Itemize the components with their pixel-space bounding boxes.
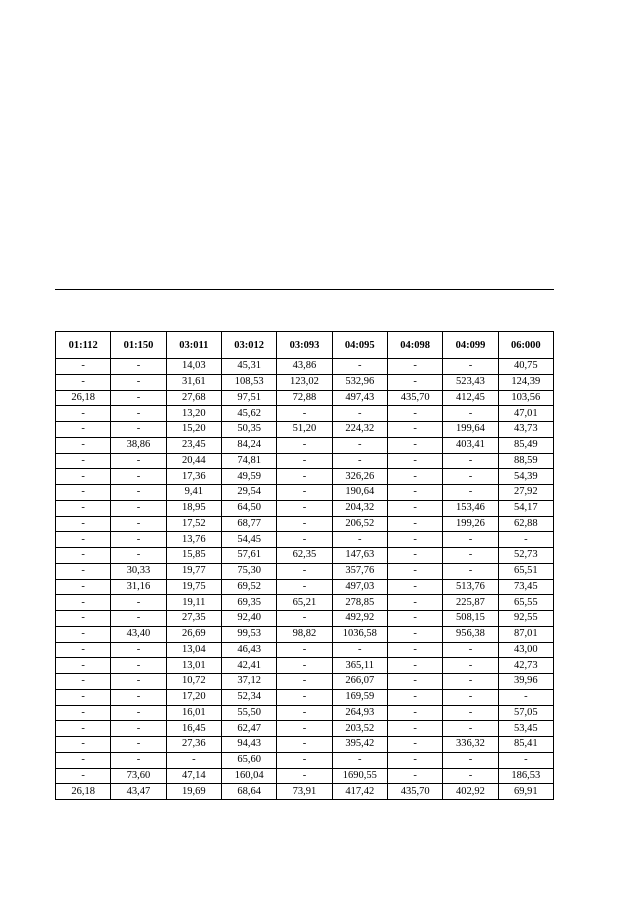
table-cell: - xyxy=(111,422,166,438)
table-cell: 13,01 xyxy=(166,658,221,674)
table-cell: 435,70 xyxy=(387,784,442,800)
table-cell: 43,00 xyxy=(498,642,553,658)
table-cell: - xyxy=(56,674,111,690)
table-cell: 336,32 xyxy=(443,737,498,753)
table-cell: - xyxy=(56,485,111,501)
table-cell: 85,49 xyxy=(498,437,553,453)
table-cell: - xyxy=(387,579,442,595)
table-cell: - xyxy=(387,752,442,768)
table-cell: - xyxy=(387,422,442,438)
table-cell: - xyxy=(277,674,332,690)
table-cell: 417,42 xyxy=(332,784,387,800)
table-cell: 23,45 xyxy=(166,437,221,453)
table-cell: - xyxy=(111,516,166,532)
table-row xyxy=(56,674,554,690)
table-cell: 64,50 xyxy=(221,500,276,516)
table-cell: - xyxy=(56,374,111,390)
table-cell: 435,70 xyxy=(387,390,442,406)
column-header: 03:011 xyxy=(166,332,221,359)
table-cell: - xyxy=(443,485,498,501)
table-cell: - xyxy=(332,453,387,469)
table-cell: 65,60 xyxy=(221,752,276,768)
table-cell: 17,36 xyxy=(166,469,221,485)
table-cell: 51,20 xyxy=(277,422,332,438)
table-row xyxy=(56,406,554,422)
table-cell: 47,01 xyxy=(498,406,553,422)
table-cell: 45,31 xyxy=(221,359,276,375)
table-cell: 153,46 xyxy=(443,500,498,516)
table-row xyxy=(56,516,554,532)
table-cell: 68,77 xyxy=(221,516,276,532)
table-cell: - xyxy=(332,642,387,658)
table-row xyxy=(56,658,554,674)
table-cell: - xyxy=(56,563,111,579)
table-cell: - xyxy=(387,737,442,753)
table-cell: 73,45 xyxy=(498,579,553,595)
table-cell: 224,32 xyxy=(332,422,387,438)
table-cell: - xyxy=(443,674,498,690)
table-cell: - xyxy=(56,642,111,658)
table-cell: 72,88 xyxy=(277,390,332,406)
table-cell: - xyxy=(56,705,111,721)
table-cell: 402,92 xyxy=(443,784,498,800)
table-cell: 169,59 xyxy=(332,689,387,705)
table-cell: 103,56 xyxy=(498,390,553,406)
table-cell: - xyxy=(166,752,221,768)
table-row xyxy=(56,390,554,406)
table-cell: - xyxy=(332,437,387,453)
table-cell: 65,55 xyxy=(498,595,553,611)
table-cell: 65,51 xyxy=(498,563,553,579)
table-cell: - xyxy=(498,752,553,768)
table-cell: 47,14 xyxy=(166,768,221,784)
table-row xyxy=(56,705,554,721)
column-header: 04:095 xyxy=(332,332,387,359)
table-row xyxy=(56,721,554,737)
table-cell: 73,91 xyxy=(277,784,332,800)
table-cell: 43,40 xyxy=(111,626,166,642)
table-cell: - xyxy=(387,642,442,658)
table-cell: - xyxy=(56,437,111,453)
table-cell: 190,64 xyxy=(332,485,387,501)
table-body xyxy=(56,359,554,800)
table-cell: 412,45 xyxy=(443,390,498,406)
table-cell: - xyxy=(277,500,332,516)
table-cell: 26,18 xyxy=(56,390,111,406)
table-cell: - xyxy=(443,406,498,422)
table-cell: - xyxy=(387,721,442,737)
table-cell: - xyxy=(277,737,332,753)
table-cell: - xyxy=(56,768,111,784)
table-row xyxy=(56,374,554,390)
table-cell: 17,20 xyxy=(166,689,221,705)
table-cell: - xyxy=(277,768,332,784)
table-cell: 1036,58 xyxy=(332,626,387,642)
table-cell: 30,33 xyxy=(111,563,166,579)
table-cell: - xyxy=(56,548,111,564)
table-cell: 10,72 xyxy=(166,674,221,690)
table-cell: - xyxy=(56,359,111,375)
table-cell: - xyxy=(56,469,111,485)
table-cell: - xyxy=(277,642,332,658)
table-cell: - xyxy=(443,453,498,469)
table-row xyxy=(56,611,554,627)
table-cell: - xyxy=(56,406,111,422)
table-cell: 403,41 xyxy=(443,437,498,453)
table-cell: 497,03 xyxy=(332,579,387,595)
table-cell: 19,69 xyxy=(166,784,221,800)
table-cell: - xyxy=(387,359,442,375)
table-cell: 20,44 xyxy=(166,453,221,469)
table-cell: 264,93 xyxy=(332,705,387,721)
table-cell: - xyxy=(332,752,387,768)
table-cell: 19,75 xyxy=(166,579,221,595)
table-row xyxy=(56,752,554,768)
table-cell: 92,55 xyxy=(498,611,553,627)
table-cell: 326,26 xyxy=(332,469,387,485)
table-cell: 199,26 xyxy=(443,516,498,532)
table-cell: - xyxy=(111,359,166,375)
table-cell: 27,68 xyxy=(166,390,221,406)
table-cell: 37,12 xyxy=(221,674,276,690)
table-cell: - xyxy=(277,563,332,579)
table-cell: 508,15 xyxy=(443,611,498,627)
table-cell: 92,40 xyxy=(221,611,276,627)
table-cell: - xyxy=(443,689,498,705)
table-cell: - xyxy=(443,705,498,721)
table-cell: - xyxy=(387,469,442,485)
table-row xyxy=(56,485,554,501)
column-header: 01:112 xyxy=(56,332,111,359)
table-cell: 94,43 xyxy=(221,737,276,753)
table-cell: 29,54 xyxy=(221,485,276,501)
table-cell: - xyxy=(56,626,111,642)
table-cell: 75,30 xyxy=(221,563,276,579)
table-cell: - xyxy=(387,689,442,705)
table-cell: 1690,55 xyxy=(332,768,387,784)
table-cell: 513,76 xyxy=(443,579,498,595)
table-row xyxy=(56,563,554,579)
table-row xyxy=(56,689,554,705)
table-cell: 199,64 xyxy=(443,422,498,438)
table-cell: 62,88 xyxy=(498,516,553,532)
table-cell: 39,96 xyxy=(498,674,553,690)
table-cell: 85,41 xyxy=(498,737,553,753)
table-cell: 19,77 xyxy=(166,563,221,579)
table-cell: - xyxy=(387,437,442,453)
table-cell: 123,02 xyxy=(277,374,332,390)
table-cell: - xyxy=(387,548,442,564)
table-cell: 49,59 xyxy=(221,469,276,485)
table-cell: - xyxy=(56,422,111,438)
data-table xyxy=(55,331,554,800)
table-cell: 204,32 xyxy=(332,500,387,516)
table-cell: - xyxy=(111,485,166,501)
table-cell: - xyxy=(111,611,166,627)
table-cell: 147,63 xyxy=(332,548,387,564)
table-cell: 492,92 xyxy=(332,611,387,627)
table-row xyxy=(56,532,554,548)
table-cell: - xyxy=(443,563,498,579)
table-cell: - xyxy=(277,469,332,485)
table-row xyxy=(56,437,554,453)
table-cell: - xyxy=(56,500,111,516)
table-cell: 203,52 xyxy=(332,721,387,737)
table-cell: - xyxy=(387,611,442,627)
table-cell: - xyxy=(387,374,442,390)
table-cell: - xyxy=(111,374,166,390)
table-cell: 54,17 xyxy=(498,500,553,516)
table-cell: - xyxy=(387,532,442,548)
table-row xyxy=(56,595,554,611)
table-cell: 26,69 xyxy=(166,626,221,642)
column-header: 03:012 xyxy=(221,332,276,359)
table-cell: - xyxy=(111,721,166,737)
table-cell: 26,18 xyxy=(56,784,111,800)
table-cell: - xyxy=(277,658,332,674)
table-cell: 99,53 xyxy=(221,626,276,642)
table-cell: 74,81 xyxy=(221,453,276,469)
table-cell: 65,21 xyxy=(277,595,332,611)
table-cell: 15,85 xyxy=(166,548,221,564)
table-cell: - xyxy=(111,658,166,674)
table-cell: 50,35 xyxy=(221,422,276,438)
table-cell: 266,07 xyxy=(332,674,387,690)
table-cell: 54,39 xyxy=(498,469,553,485)
table-cell: - xyxy=(111,642,166,658)
table-cell: 87,01 xyxy=(498,626,553,642)
table-row xyxy=(56,579,554,595)
table-cell: - xyxy=(387,768,442,784)
table-cell: - xyxy=(56,689,111,705)
table-cell: - xyxy=(387,658,442,674)
table-cell: - xyxy=(277,705,332,721)
table-cell: 16,45 xyxy=(166,721,221,737)
table-cell: - xyxy=(498,532,553,548)
table-cell: 16,01 xyxy=(166,705,221,721)
table-cell: - xyxy=(387,500,442,516)
table-cell: - xyxy=(443,642,498,658)
table-cell: 956,38 xyxy=(443,626,498,642)
table-cell: 45,62 xyxy=(221,406,276,422)
table-cell: - xyxy=(443,752,498,768)
table-cell: 69,91 xyxy=(498,784,553,800)
table-cell: - xyxy=(56,516,111,532)
table-cell: - xyxy=(111,752,166,768)
table-cell: 357,76 xyxy=(332,563,387,579)
column-header: 04:099 xyxy=(443,332,498,359)
table-cell: 69,35 xyxy=(221,595,276,611)
table-cell: 31,16 xyxy=(111,579,166,595)
table-row xyxy=(56,642,554,658)
table-cell: - xyxy=(387,406,442,422)
table-cell: - xyxy=(387,595,442,611)
table-cell: 52,34 xyxy=(221,689,276,705)
table-cell: - xyxy=(387,626,442,642)
table-cell: - xyxy=(277,406,332,422)
column-header: 04:098 xyxy=(387,332,442,359)
table-cell: 84,24 xyxy=(221,437,276,453)
table-cell: 206,52 xyxy=(332,516,387,532)
table-cell: 395,42 xyxy=(332,737,387,753)
table-row xyxy=(56,453,554,469)
table-cell: 13,20 xyxy=(166,406,221,422)
table-cell: 160,04 xyxy=(221,768,276,784)
table-cell: - xyxy=(111,595,166,611)
table-cell: - xyxy=(111,453,166,469)
table-row xyxy=(56,500,554,516)
table-cell: - xyxy=(277,579,332,595)
table-cell: - xyxy=(443,658,498,674)
table-cell: 13,04 xyxy=(166,642,221,658)
table-cell: 88,59 xyxy=(498,453,553,469)
table-cell: - xyxy=(277,689,332,705)
table-cell: - xyxy=(332,406,387,422)
table-cell: 57,61 xyxy=(221,548,276,564)
table-cell: - xyxy=(332,532,387,548)
table-cell: 17,52 xyxy=(166,516,221,532)
table-cell: - xyxy=(443,768,498,784)
table-row xyxy=(56,784,554,800)
table-row xyxy=(56,626,554,642)
table-cell: - xyxy=(56,752,111,768)
table-cell: 365,11 xyxy=(332,658,387,674)
table-cell: - xyxy=(56,579,111,595)
table-cell: - xyxy=(387,705,442,721)
table-cell: - xyxy=(111,406,166,422)
column-header: 01:150 xyxy=(111,332,166,359)
table-cell: 27,35 xyxy=(166,611,221,627)
table-cell: 18,95 xyxy=(166,500,221,516)
table-cell: 73,60 xyxy=(111,768,166,784)
table-cell: 31,61 xyxy=(166,374,221,390)
table-cell: 62,35 xyxy=(277,548,332,564)
horizontal-rule xyxy=(55,289,554,290)
table-cell: 57,05 xyxy=(498,705,553,721)
table-cell: 97,51 xyxy=(221,390,276,406)
table-cell: 497,43 xyxy=(332,390,387,406)
column-header: 06:000 xyxy=(498,332,553,359)
table-cell: - xyxy=(111,532,166,548)
table-cell: - xyxy=(443,532,498,548)
table-cell: 69,52 xyxy=(221,579,276,595)
table-cell: - xyxy=(111,737,166,753)
table-cell: - xyxy=(56,658,111,674)
table-cell: - xyxy=(277,721,332,737)
table-cell: 108,53 xyxy=(221,374,276,390)
table-row xyxy=(56,768,554,784)
table-cell: - xyxy=(387,516,442,532)
table-cell: - xyxy=(277,752,332,768)
table-cell: - xyxy=(111,548,166,564)
table-cell: 43,47 xyxy=(111,784,166,800)
table-cell: - xyxy=(111,705,166,721)
table-cell: 43,86 xyxy=(277,359,332,375)
table-cell: - xyxy=(277,532,332,548)
table-cell: - xyxy=(56,453,111,469)
column-header: 03:093 xyxy=(277,332,332,359)
table-cell: - xyxy=(387,453,442,469)
table-cell: - xyxy=(277,437,332,453)
table-row xyxy=(56,737,554,753)
table-row xyxy=(56,359,554,375)
table-cell: 27,92 xyxy=(498,485,553,501)
table-cell: 9,41 xyxy=(166,485,221,501)
table-cell: 14,03 xyxy=(166,359,221,375)
table-cell: - xyxy=(56,721,111,737)
table-cell: 27,36 xyxy=(166,737,221,753)
table-cell: 40,75 xyxy=(498,359,553,375)
table-cell: - xyxy=(332,359,387,375)
table-cell: - xyxy=(111,500,166,516)
table-cell: - xyxy=(56,532,111,548)
table-cell: - xyxy=(387,485,442,501)
table-cell: - xyxy=(387,563,442,579)
table-cell: 124,39 xyxy=(498,374,553,390)
table-cell: 68,64 xyxy=(221,784,276,800)
table-cell: 278,85 xyxy=(332,595,387,611)
header-row xyxy=(56,332,554,359)
table-cell: - xyxy=(277,485,332,501)
table-cell: 186,53 xyxy=(498,768,553,784)
table-cell: 52,73 xyxy=(498,548,553,564)
table-cell: 98,82 xyxy=(277,626,332,642)
table-cell: - xyxy=(56,737,111,753)
table-cell: - xyxy=(443,469,498,485)
table-cell: - xyxy=(277,516,332,532)
table-cell: 55,50 xyxy=(221,705,276,721)
table-cell: 38,86 xyxy=(111,437,166,453)
table-cell: 54,45 xyxy=(221,532,276,548)
table-cell: 42,73 xyxy=(498,658,553,674)
table-cell: 53,45 xyxy=(498,721,553,737)
table-cell: 523,43 xyxy=(443,374,498,390)
table-cell: - xyxy=(111,689,166,705)
table-cell: - xyxy=(56,595,111,611)
table-cell: 46,43 xyxy=(221,642,276,658)
table-row xyxy=(56,548,554,564)
table-cell: - xyxy=(111,390,166,406)
table-cell: 43,73 xyxy=(498,422,553,438)
table-cell: 42,41 xyxy=(221,658,276,674)
table-cell: - xyxy=(277,611,332,627)
table-cell: 15,20 xyxy=(166,422,221,438)
table-cell: - xyxy=(443,359,498,375)
table-cell: - xyxy=(111,469,166,485)
table-cell: - xyxy=(498,689,553,705)
table-cell: 532,96 xyxy=(332,374,387,390)
table-row xyxy=(56,422,554,438)
table-cell: 225,87 xyxy=(443,595,498,611)
table-cell: - xyxy=(56,611,111,627)
table-cell: - xyxy=(277,453,332,469)
table-cell: - xyxy=(111,674,166,690)
table-row xyxy=(56,469,554,485)
table-cell: - xyxy=(443,548,498,564)
table-cell: 62,47 xyxy=(221,721,276,737)
table-cell: - xyxy=(443,721,498,737)
table-cell: 13,76 xyxy=(166,532,221,548)
table-cell: - xyxy=(387,674,442,690)
table-cell: 19,11 xyxy=(166,595,221,611)
